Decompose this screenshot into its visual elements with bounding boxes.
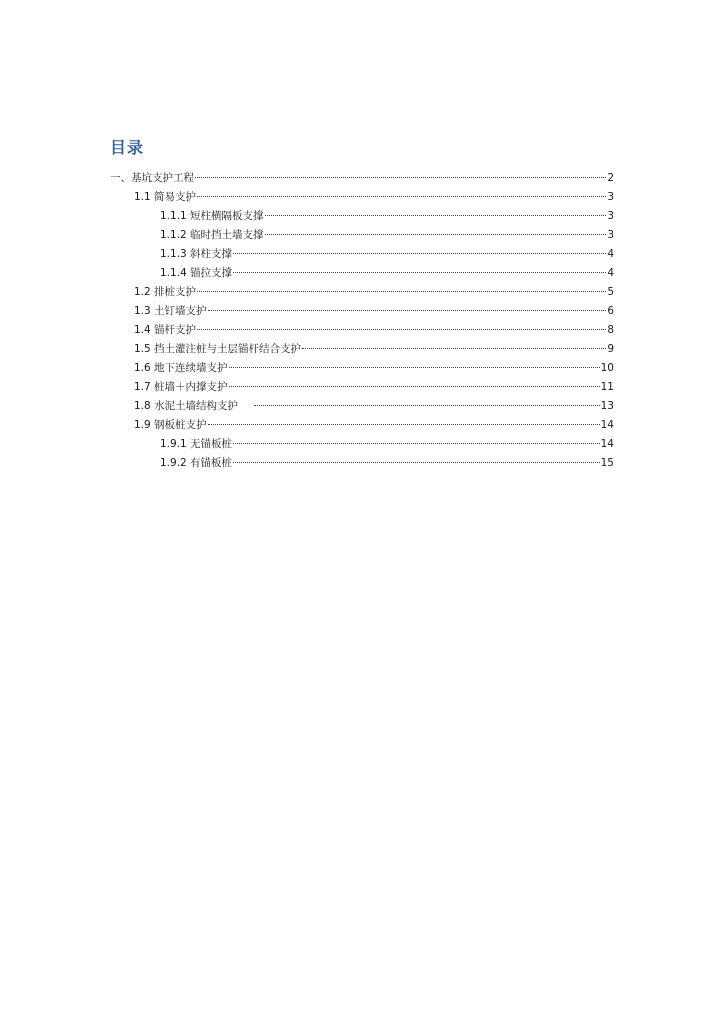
toc-leader: [208, 310, 607, 311]
toc-leader: [208, 424, 600, 425]
toc-leader: [233, 253, 606, 254]
toc-entry[interactable]: [134, 321, 614, 339]
toc-entry-text: 1.7 桩墙＋内撑支护: [134, 381, 228, 393]
toc-entry-text: 1.1.1 短柱横隔板支撑: [160, 210, 264, 222]
toc-leader: [265, 215, 607, 216]
toc-entry[interactable]: [134, 397, 614, 415]
toc-entry[interactable]: [160, 454, 614, 472]
toc-leader: [302, 348, 606, 349]
toc-entry-page: 3: [607, 191, 614, 203]
toc-entry-text: 1.4 锚杆支护: [134, 324, 197, 336]
toc-entry-page: 3: [607, 229, 614, 241]
toc-entry[interactable]: [110, 169, 614, 187]
toc-leader: [229, 386, 600, 387]
toc-entry[interactable]: [160, 226, 614, 244]
toc-entry-text: 1.9.2 有锚板桩: [160, 457, 233, 469]
toc-entry-text: 1.1 简易支护: [134, 191, 197, 203]
toc-entry-page: 2: [607, 172, 614, 184]
toc-leader: [195, 177, 606, 178]
toc-entry-text: 1.1.2 临时挡土墙支撑: [160, 229, 264, 241]
toc-leader: [229, 367, 600, 368]
toc-leader: [197, 291, 606, 292]
toc-entry-text: 1.1.4 锚拉支撑: [160, 267, 233, 279]
toc-entry[interactable]: [134, 416, 614, 434]
toc-leader: [233, 443, 600, 444]
toc-entry[interactable]: [160, 435, 614, 453]
toc-entry[interactable]: [160, 207, 614, 225]
toc-entry-text: 1.9.1 无锚板桩: [160, 438, 233, 450]
toc-entry-text: 1.1.3 斜柱支撑: [160, 248, 233, 260]
toc-leader: [197, 329, 606, 330]
toc-entry-text: 1.8 水泥土墙结构支护: [134, 400, 239, 412]
toc-entry-text: 一、基坑支护工程: [110, 172, 194, 184]
toc-entry-page: 9: [607, 343, 614, 355]
toc-entry[interactable]: [160, 245, 614, 263]
toc-entry-page: 13: [600, 400, 614, 412]
toc-leader: [197, 196, 606, 197]
toc-entry-text: 1.5 挡土灌注桩与土层锚杆结合支护: [134, 343, 302, 355]
toc-entry-page: 11: [600, 381, 614, 393]
toc-entry[interactable]: [134, 340, 614, 358]
toc-entry-page: 3: [607, 210, 614, 222]
toc-entry-text: 1.2 排桩支护: [134, 286, 197, 298]
toc-entry-page: 4: [607, 267, 614, 279]
toc-entry[interactable]: [134, 283, 614, 301]
toc-entry[interactable]: [134, 302, 614, 320]
toc-entry[interactable]: [160, 264, 614, 282]
toc-entry-page: 10: [600, 362, 614, 374]
toc-leader: [254, 405, 600, 406]
toc-entry[interactable]: [134, 378, 614, 396]
toc-leader: [233, 462, 600, 463]
toc-leader: [265, 234, 607, 235]
toc-entry-text: 1.3 土钉墙支护: [134, 305, 207, 317]
toc-entry-page: 15: [600, 457, 614, 469]
toc-entry[interactable]: [134, 359, 614, 377]
toc-entry-page: 14: [600, 438, 614, 450]
toc-entry-page: 6: [607, 305, 614, 317]
toc-entry-page: 8: [607, 324, 614, 336]
toc-entry-text: 1.6 地下连续墙支护: [134, 362, 228, 374]
toc-entry-page: 4: [607, 248, 614, 260]
toc-entry-text: 1.9 钢板桩支护: [134, 419, 207, 431]
toc-entry[interactable]: [134, 188, 614, 206]
toc-entry-page: 14: [600, 419, 614, 431]
toc-leader: [233, 272, 606, 273]
toc-entry-page: 5: [607, 286, 614, 298]
toc-title: 目录: [110, 138, 145, 157]
